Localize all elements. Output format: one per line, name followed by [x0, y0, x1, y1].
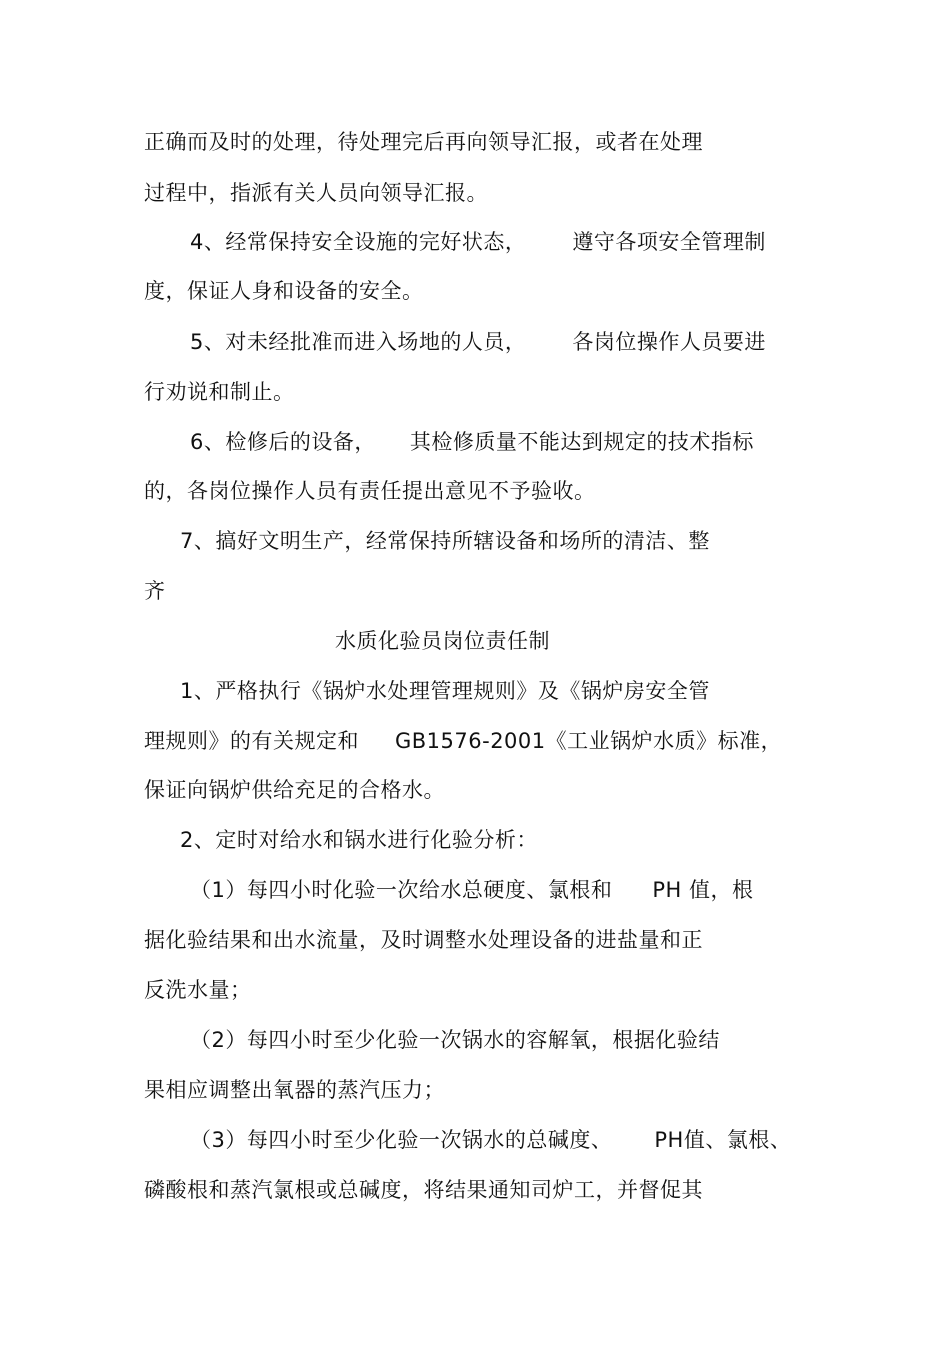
- text-span: 保证向锅炉供给充足的合格水。: [144, 778, 445, 802]
- text-line: [144, 179, 488, 207]
- text-span: 度，保证人身和设备的安全。: [144, 279, 424, 303]
- text-span: 正确而及时的处理，待处理完后再向领导汇报，或者在处理: [144, 130, 703, 154]
- text-span: PH 值，根: [652, 878, 754, 902]
- text-span: 反洗水量；: [144, 978, 252, 1002]
- text-line: [144, 378, 295, 406]
- text-line: [190, 876, 754, 904]
- text-line: [190, 328, 766, 356]
- text-line: [190, 428, 754, 456]
- text-span: 4、经常保持安全设施的完好状态，: [190, 230, 527, 254]
- text-span: 果相应调整出氧器的蒸汽压力；: [144, 1078, 445, 1102]
- text-line: [144, 128, 703, 156]
- text-line: [144, 776, 445, 804]
- text-span: 过程中，指派有关人员向领导汇报。: [144, 181, 488, 205]
- text-span: 行劝说和制止。: [144, 380, 295, 404]
- text-span: 的，各岗位操作人员有责任提出意见不予验收。: [144, 479, 596, 503]
- text-span: 5、对未经批准而进入场地的人员，: [190, 330, 527, 354]
- text-span: 其检修质量不能达到规定的技术指标: [409, 430, 754, 454]
- text-line: [190, 1026, 720, 1054]
- text-line: [144, 926, 703, 954]
- section-title: [335, 627, 550, 655]
- text-span: 7、搞好文明生产，经常保持所辖设备和场所的清洁、整: [180, 529, 710, 553]
- text-span: 理规则》的有关规定和: [144, 729, 359, 753]
- text-line: [180, 826, 538, 854]
- text-span: GB1576-2001《工业锅炉水质》标准，: [395, 729, 783, 753]
- text-line: [144, 477, 596, 505]
- text-span: 2、定时对给水和锅水进行化验分析：: [180, 828, 538, 852]
- text-span: 据化验结果和出水流量，及时调整水处理设备的进盐量和正: [144, 928, 703, 952]
- text-span: （1）每四小时化验一次给水总硬度、氯根和: [190, 878, 613, 902]
- text-line: [144, 1176, 703, 1204]
- text-span: 6、检修后的设备，: [190, 430, 376, 454]
- text-span: （3）每四小时至少化验一次锅水的总碱度、: [190, 1128, 613, 1152]
- text-span: 齐: [144, 579, 166, 603]
- text-span: 各岗位操作人员要进: [572, 330, 766, 354]
- text-line: [144, 577, 166, 605]
- text-span: （2）每四小时至少化验一次锅水的容解氧，根据化验结: [190, 1028, 720, 1052]
- text-line: [144, 277, 424, 305]
- text-span: PH值、氯根、: [654, 1128, 792, 1152]
- text-span: 磷酸根和蒸汽氯根或总碱度，将结果通知司炉工，并督促其: [144, 1178, 703, 1202]
- text-line: [144, 727, 782, 755]
- text-line: [180, 677, 710, 705]
- text-span: 水质化验员岗位责任制: [335, 629, 550, 653]
- text-line: [144, 976, 252, 1004]
- text-line: [180, 527, 710, 555]
- text-line: [190, 228, 766, 256]
- text-span: 遵守各项安全管理制: [572, 230, 766, 254]
- text-line: [144, 1076, 445, 1104]
- text-span: 1、严格执行《锅炉水处理管理规则》及《锅炉房安全管: [180, 679, 710, 703]
- text-line: [190, 1126, 791, 1154]
